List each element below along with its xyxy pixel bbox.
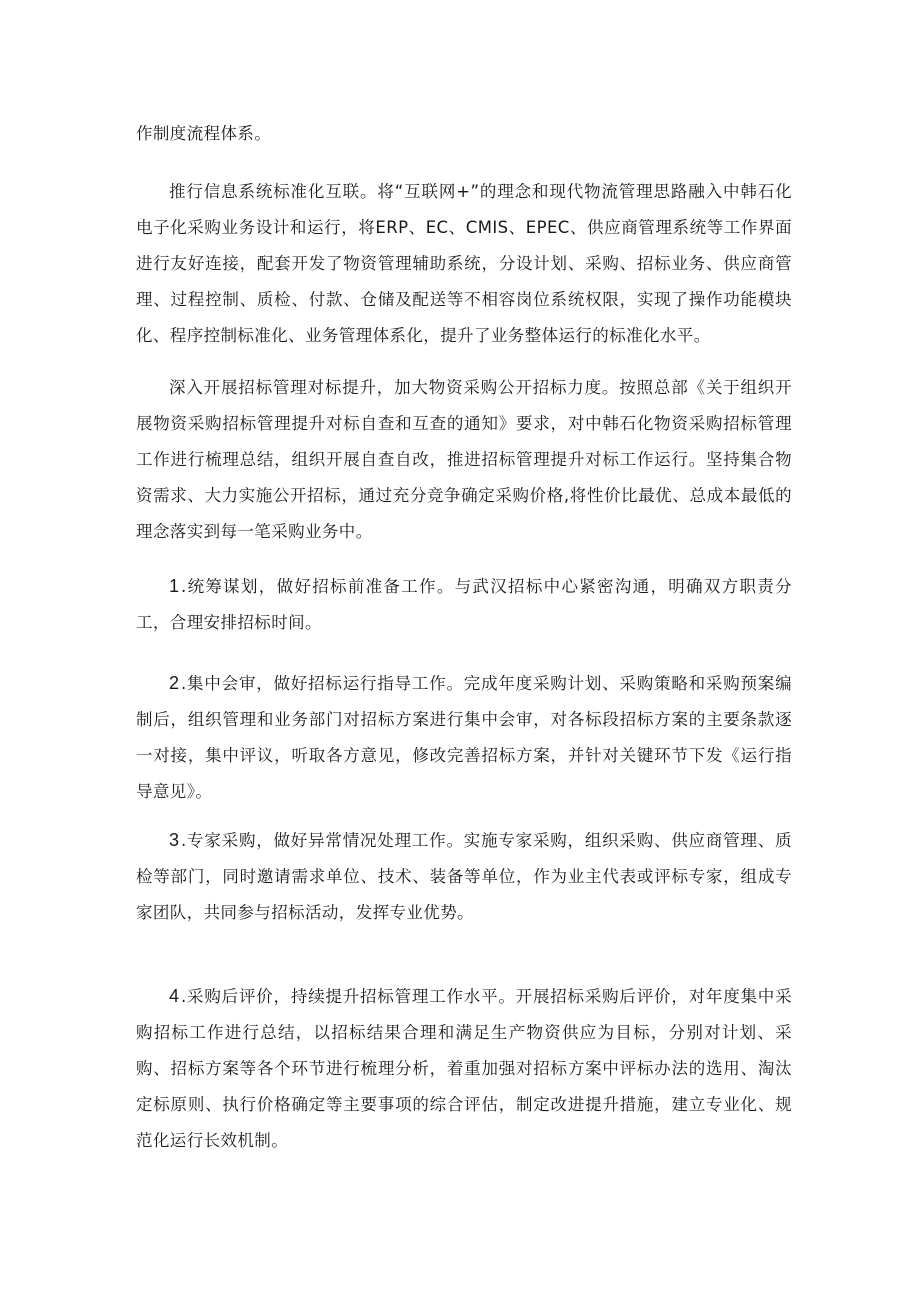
paragraph-text: .统筹谋划，做好招标前准备工作。与武汉招标中心紧密沟通，明确双方职责分工，合理安排招标时间。 [136, 577, 792, 632]
paragraph-text: 深入开展招标管理对标提升，加大物资采购公开招标力度。按照总部《关于组织开展物资采购招标管理提升对标自查和互查的通知》要求，对中韩石化物资采购招标管理工作进行梳理总结，组织开展自查自改，推进招标管理提升对标工作运行。坚持集合物资需求、大力实施公开招标，通过充分竞争确定采购价格,将性价比最优、总成本最低的理念落实到每一笔采购业务中。 [136, 378, 792, 541]
list-item-3 [136, 822, 792, 931]
paragraph-text: 作制度流程体系。 [136, 124, 272, 143]
paragraph-text: 推行信息系统标准化互联。将“互联网+”的理念和现代物流管理思路融入中韩石化电子化采购业务设计和运行，将ERP、EC、CMIS、EPEC、供应商管理系统等工作界面进行友好连接，配套开发了物资管理辅助系统，分设计划、采购、招标业务、供应商管理、过程控制、质检、付款、仓储及配送等不相容岗位系统权限，实现了操作功能模块化、程序控制标准化、业务管理体系化，提升了业务整体运行的标准化水平。 [136, 182, 792, 345]
list-number: 3 [169, 830, 182, 850]
list-item-1 [136, 568, 792, 641]
paragraph-text: .采购后评价，持续提升招标管理工作水平。开展招标采购后评价，对年度集中采购招标工作进行总结，以招标结果合理和满足生产物资供应为目标，分别对计划、采购、招标方案等各个环节进行梳理分析，着重加强对招标方案中评标办法的选用、淘汰定标原则、执行价格确定等主要事项的综合评估，制定改进提升措施，建立专业化、规范化运行长效机制。 [136, 987, 792, 1150]
list-number: 1 [169, 576, 182, 596]
paragraph-continuation [136, 116, 792, 152]
paragraph-bidding-benchmark [136, 370, 792, 550]
paragraph-text: .集中会审，做好招标运行指导工作。完成年度采购计划、采购策略和采购预案编制后，组织管理和业务部门对招标方案进行集中会审，对各标段招标方案的主要条款逐一对接，集中评议，听取各方意见，修改完善招标方案，并针对关键环节下发《运行指导意见》。 [136, 674, 792, 801]
list-item-2 [136, 665, 792, 810]
paragraph-text: .专家采购，做好异常情况处理工作。实施专家采购，组织采购、供应商管理、质检等部门，同时邀请需求单位、技术、装备等单位，作为业主代表或评标专家，组成专家团队，共同参与招标活动，发挥专业优势。 [136, 831, 792, 922]
list-number: 4 [169, 986, 182, 1006]
list-item-4 [136, 978, 792, 1159]
list-number: 2 [169, 673, 182, 693]
paragraph-info-system [136, 174, 792, 354]
